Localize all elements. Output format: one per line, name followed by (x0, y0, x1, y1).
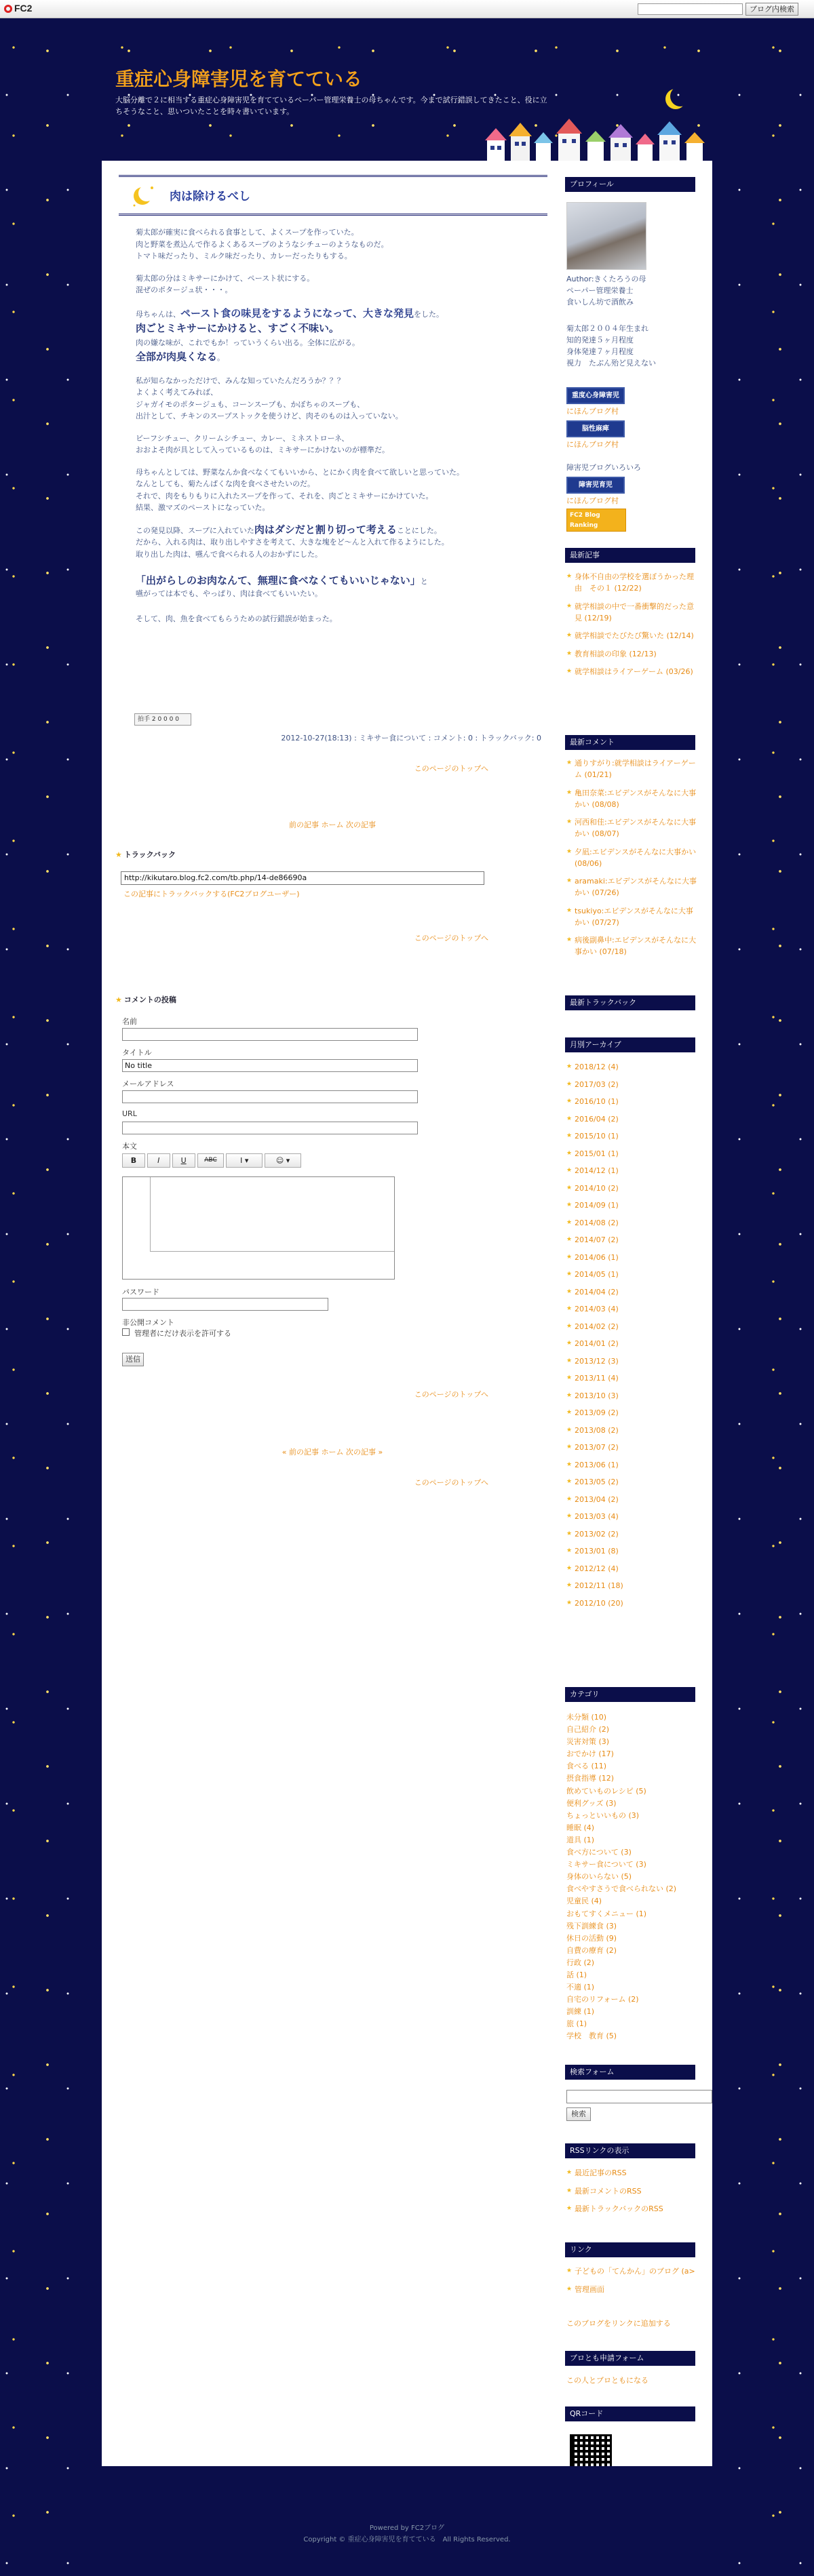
external-link[interactable]: ★ 子どもの「てんかん」のブログ (a> (566, 2265, 699, 2277)
profile-photo (566, 202, 646, 270)
archive-month-item[interactable]: ★ 2014/09 (1) (566, 1200, 699, 1211)
paragraph-5 (136, 433, 536, 456)
archive-month-item[interactable]: ★ 2013/02 (2) (566, 1528, 699, 1540)
category-item[interactable]: 旅 (1) (566, 2019, 587, 2029)
private-checkbox[interactable] (122, 1328, 130, 1336)
archive-month-item[interactable]: ★ 2018/12 (4) (566, 1061, 699, 1073)
comment-heading (115, 994, 176, 1005)
category-item[interactable]: 残下訓練食 (3) (566, 1921, 617, 1930)
emphasis-text: 肉ごとミキサーにかけると、すごく不味い。 (136, 321, 340, 334)
category-heading: カテゴリ (565, 1687, 695, 1702)
emphasis-text: 全部が肉臭くなる (136, 350, 218, 363)
entry-meta[interactable]: 2012-10-27(18:13) : ミキサー食について : コメント: 0 : トラックバック: 0 (281, 734, 541, 742)
latest-post-item[interactable]: ★ 就学相談の中で一番衝撃的だった意見 (12/19) (566, 601, 699, 624)
password-input[interactable] (122, 1298, 328, 1311)
textarea-inner (150, 1177, 394, 1252)
rss-link[interactable]: ★ 最新トラックバックのRSS (566, 2203, 699, 2215)
archive-month-item[interactable]: ★ 2012/12 (4) (566, 1563, 699, 1574)
archive-month-item[interactable]: ★ 2015/10 (1) (566, 1130, 699, 1142)
category-item[interactable]: 道具 (1) (566, 1835, 595, 1844)
archive-month-item[interactable]: ★ 2015/01 (1) (566, 1148, 699, 1160)
crescent-moon-icon (129, 182, 156, 210)
add-link-link[interactable]: このブログをリンクに追加する (566, 2319, 671, 2328)
text-line: 取り出した肉は、嚥んで食べられる人のおかずにした。 (136, 549, 322, 559)
blog-header (102, 18, 712, 161)
paragraph-3 (136, 306, 536, 365)
archive-month-item[interactable]: ★ 2014/02 (2) (566, 1321, 699, 1332)
moon-icon (670, 86, 691, 106)
admin-only-label: 管理者にだけ表示を許可する (134, 1329, 231, 1338)
category-item[interactable]: 訓練 (1) (566, 2007, 595, 2017)
paragraph-4 (136, 375, 536, 422)
archive-month-item[interactable]: ★ 2013/05 (2) (566, 1476, 699, 1488)
category-item[interactable]: 休日の活動 (9) (566, 1933, 617, 1943)
search-form-heading: 検索フォーム (565, 2065, 695, 2080)
text-line: 菊太郎の分はミキサーにかけて、ペースト状にする。 (136, 273, 315, 283)
blog-description: 大脳分離で２に相当する重症心身障害児を育てているペーパー管理栄養士の母ちゃんです。今まで試行錯誤してきたこと、役に立ちそうなこと、思いついたことを時々書いています。 (115, 96, 547, 116)
emoji-dropdown[interactable]: ☺ ▾ (265, 1153, 301, 1168)
fc2-logo[interactable] (4, 3, 32, 14)
latest-post-item[interactable]: ★ 身体不自由の学校を選ぼうかった理由 その１ (12/22) (566, 571, 699, 594)
category-item[interactable]: 睡眠 (4) (566, 1823, 595, 1832)
text-line: 菊太郎が確実に食べられる食事として、よくスープを作っていた。 (136, 228, 359, 237)
text-line: 私が知らなかっただけで、みんな知っていたんだろうか？？？ (136, 376, 345, 385)
text-line: なんとしても、菊たんぱくな肉を食べさせたいのだ。 (136, 479, 315, 488)
password-label: パスワード (122, 1288, 159, 1296)
category-item[interactable]: 食べ方について (3) (566, 1848, 632, 1857)
nihon-blogmura-badge[interactable]: 脳性麻痺 (566, 420, 625, 437)
fc2-logo-text: FC2 (14, 3, 33, 14)
text-line: おおよそ肉が具として入っているものは、ミキサーにかけないのが標準だ。 (136, 445, 389, 454)
archive-month-item[interactable]: ★ 2017/03 (2) (566, 1079, 699, 1090)
latest-post-item[interactable]: ★ 就学相談はライアーゲーム (03/26) (566, 666, 699, 677)
url-label: URL (122, 1109, 137, 1118)
archive-month-item[interactable]: ★ 2013/10 (3) (566, 1390, 699, 1402)
archive-month-item[interactable]: ★ 2013/01 (8) (566, 1545, 699, 1557)
category-item[interactable]: 自費の療育 (2) (566, 1945, 617, 1955)
paragraph-8 (136, 575, 536, 599)
category-item[interactable]: ミキサー食について (3) (566, 1860, 646, 1869)
monthly-archive-list (566, 1061, 699, 1614)
category-item[interactable]: 自宅のリフォーム (2) (566, 1995, 639, 2004)
category-item[interactable]: 未分類 (10) (566, 1713, 607, 1722)
archive-month-item[interactable]: ★ 2014/04 (2) (566, 1286, 699, 1298)
italic-button[interactable]: I (147, 1153, 170, 1168)
text-line: 母ちゃんとしては、野菜なんか食べなくてもいいから、とにかく肉を食べて欲しいと思っていた。 (136, 467, 464, 477)
sidebar-search-input[interactable] (566, 2090, 712, 2103)
text-line: ビーフシチュー、クリームシチュー、カレー、ミネストローネ、 (136, 433, 349, 443)
archive-month-item[interactable]: ★ 2013/07 (2) (566, 1442, 699, 1453)
profile-summary (566, 273, 699, 308)
text-line: よくよく考えてみれば、 (136, 388, 218, 397)
qr-heading: QRコード (565, 2406, 695, 2421)
profile-line: Author:きくたろうの母 (566, 275, 646, 283)
emphasis-text: 肉はダシだと割り切って考える (254, 523, 397, 536)
paragraph-2 (136, 273, 536, 296)
archive-month-item[interactable]: ★ 2014/03 (4) (566, 1303, 699, 1315)
title-input[interactable]: No title (122, 1059, 418, 1072)
links-list (566, 2265, 699, 2301)
trackback-url-field[interactable]: http://kikutaro.blog.fc2.com/tb.php/14-de86690a (121, 871, 484, 885)
text-line: をした。 (413, 309, 444, 319)
category-item[interactable]: 摂食指導 (12) (566, 1774, 615, 1783)
category-item[interactable]: 自己紹介 (2) (566, 1725, 610, 1735)
emphasis-text: 「出がらしのお肉なんて、無理に食べなくてもいいじゃない」 (136, 574, 421, 587)
name-input[interactable] (122, 1028, 418, 1041)
star-icon: ★ (115, 995, 122, 1004)
category-item[interactable]: 不適 (1) (566, 1983, 595, 1992)
copyright: Copyright © 重症心身障害児を育てている All Rights Reserved. (303, 2536, 511, 2543)
page-top-link[interactable]: このページのトップへ (414, 934, 488, 943)
nihon-blogmura-link[interactable]: にほんブログ村 (566, 407, 619, 416)
paragraph-6 (136, 467, 536, 514)
sidebar-search-button[interactable]: 検索 (566, 2107, 591, 2121)
archive-month-item[interactable]: ★ 2013/04 (2) (566, 1494, 699, 1505)
latest-posts-list (566, 571, 699, 684)
text-line: ジャガイモのポタージュも、コーンスープも、かぼちゃのスープも、 (136, 399, 365, 409)
footer (102, 2522, 712, 2545)
email-label: メールアドレス (122, 1079, 174, 1088)
paragraph-9 (136, 613, 536, 625)
star-icon: ★ (115, 850, 122, 859)
entry-pager[interactable]: 前の記事 ホーム 次の記事 (289, 820, 376, 829)
footer-band (102, 2466, 712, 2568)
archive-month-item[interactable]: ★ 2013/09 (2) (566, 1407, 699, 1419)
category-item[interactable]: 話 (1) (566, 1970, 587, 1979)
text-line: 母ちゃんは、 (136, 309, 180, 319)
font-size-dropdown[interactable]: I ▾ (226, 1153, 263, 1168)
category-item[interactable]: 食べる (11) (566, 1762, 607, 1771)
entry-title-box (119, 175, 547, 216)
text-line: 肉と野菜を煮込んで作るよくあるスープのようなシチューのようなものだ。 (136, 239, 389, 249)
text-line: 混ぜのポタージュ状・・・。 (136, 285, 233, 294)
text-line: それで、肉をもりもりに入れたスープを作って、それを、肉ごとミキサーにかけていた。 (136, 491, 433, 500)
url-input[interactable] (122, 1122, 418, 1134)
category-item[interactable]: ちょっといいもの (3) (566, 1810, 640, 1820)
latest-trackbacks-heading: 最新トラックバック (565, 995, 695, 1010)
friend-request-link[interactable]: この人とブロともになる (566, 2376, 648, 2385)
archive-month-item[interactable]: ★ 2013/08 (2) (566, 1425, 699, 1436)
category-list (566, 1711, 702, 2043)
name-label: 名前 (122, 1017, 137, 1026)
bold-button[interactable]: B (122, 1153, 145, 1168)
category-item[interactable]: 学校 教育 (5) (566, 2032, 617, 2041)
title-label: タイトル (122, 1048, 152, 1057)
archive-month-item[interactable]: ★ 2012/10 (20) (566, 1598, 699, 1609)
profile-line: 菊太郎２００４年生まれ (566, 324, 648, 333)
archive-month-item[interactable]: ★ 2016/10 (1) (566, 1096, 699, 1107)
trackback-heading-text: トラックバック (123, 850, 176, 859)
submit-button[interactable]: 送信 (122, 1353, 144, 1366)
blog-search-input[interactable] (638, 3, 743, 15)
text-line: 出汁として、チキンのスープストックを使うけど、肉そのものは入っていない。 (136, 412, 403, 420)
latest-comment-item[interactable]: ★ 夕凪:エビデンスがそんなに大事かい (08/06) (566, 846, 699, 869)
archive-month-item[interactable]: ★ 2014/07 (2) (566, 1234, 699, 1246)
latest-comment-item[interactable]: ★ aramaki:エビデンスがそんなに大事かい (07/26) (566, 875, 699, 898)
category-item[interactable]: 便利グッズ (3) (566, 1798, 617, 1808)
archive-month-item[interactable]: ★ 2014/05 (1) (566, 1269, 699, 1280)
strikethrough-button[interactable]: ABC (197, 1153, 225, 1168)
page-top-link[interactable]: このページのトップへ (414, 1478, 488, 1487)
latest-comment-item[interactable]: ★ 河西和佳:エビデンスがそんなに大事かい (08/07) (566, 816, 699, 839)
category-item[interactable]: 児童民 (4) (566, 1897, 602, 1906)
nihon-blogmura-link[interactable]: にほんブログ村 (566, 496, 619, 505)
category-item[interactable]: 災害対策 (3) (566, 1737, 610, 1747)
fc2-header-bar (0, 0, 814, 18)
fc2-ring-icon (4, 5, 12, 13)
rss-heading: RSSリンクの表示 (565, 2143, 695, 2158)
rss-list (566, 2167, 699, 2221)
category-item[interactable]: おもてすくメニュー (1) (566, 1909, 647, 1918)
category-item[interactable]: 身体のいらない (5) (566, 1872, 632, 1882)
profile-line: 視力 たぶん殆ど見えない (566, 359, 656, 368)
page-top-link[interactable]: このページのトップへ (414, 764, 488, 773)
text-line: トマト味だったり、ミルク味だったり、カレーだったりもする。 (136, 252, 352, 260)
archive-month-item[interactable]: ★ 2016/04 (2) (566, 1113, 699, 1125)
text-line: 肉の嫌な味が、これでもか！っていうくらい出る。全体に広がる。 (136, 338, 360, 347)
nihon-blogmura-link[interactable]: にほんブログ村 (566, 440, 619, 449)
archive-month-item[interactable]: ★ 2014/12 (1) (566, 1165, 699, 1176)
trackback-heading (115, 849, 176, 860)
blog-ranking-text: 障害児ブログいろいろ (566, 463, 641, 472)
profile-line: ペーパー管理栄養士 (566, 286, 634, 295)
archive-month-item[interactable]: ★ 2013/06 (1) (566, 1459, 699, 1471)
paragraph-1 (136, 226, 536, 262)
nihon-blogmura-badge[interactable]: 重度心身障害児 (566, 387, 625, 404)
latest-comments-list (566, 757, 699, 964)
archive-month-item[interactable]: ★ 2013/12 (3) (566, 1355, 699, 1367)
text-line: 。 (217, 353, 225, 362)
emphasis-text: ペースト食の味見をするようになって、大きな発見 (180, 306, 414, 319)
comment-body-textarea[interactable] (122, 1176, 395, 1280)
profile-line: 食いしん坊で酒飲み (566, 298, 634, 306)
rss-link[interactable]: ★ 最新コメントのRSS (566, 2185, 699, 2197)
trackback-link[interactable]: この記事にトラックバックする(FC2ブログユーザー) (123, 890, 300, 898)
archive-month-item[interactable]: ★ 2014/01 (2) (566, 1338, 699, 1349)
archive-month-item[interactable]: ★ 2014/08 (2) (566, 1217, 699, 1229)
category-item[interactable]: 食べやすさうで食べられない (2) (566, 1884, 677, 1894)
latest-comment-item[interactable]: ★ 通りすがり:就学相談はライアーゲーム (01/21) (566, 757, 699, 780)
friend-form-heading: ブロとも申請フォーム (565, 2351, 695, 2366)
page-pager[interactable]: « 前の記事 ホーム 次の記事 » (282, 1448, 383, 1457)
latest-comment-item[interactable]: ★ tsukiyo:エビデンスがそんなに大事かい (07/27) (566, 905, 699, 928)
email-input[interactable] (122, 1090, 418, 1103)
nihon-blogmura-badge[interactable]: 障害児育児 (566, 477, 625, 494)
rss-link[interactable]: ★ 最近記事のRSS (566, 2167, 699, 2179)
latest-comments-heading: 最新コメント (565, 735, 695, 750)
entry-body (136, 226, 536, 635)
latest-comment-item[interactable]: ★ 亀田奈菜:エビデンスがそんなに大事かい (08/08) (566, 787, 699, 810)
latest-posts-heading: 最新記事 (565, 548, 695, 563)
text-line: ことにした。 (396, 526, 442, 535)
fc2-ranking-badge[interactable]: FC2 Blog Ranking (566, 509, 626, 532)
text-line: そして、肉、魚を食べてもらうための試行錯誤が始まった。 (136, 614, 337, 623)
latest-post-item[interactable]: ★ 教育相談の印象 (12/13) (566, 648, 699, 660)
blog-title[interactable]: 重症心身障害児を育てている (115, 68, 363, 90)
monthly-archive-heading: 月別アーカイブ (565, 1037, 695, 1052)
text-line: だから、入れる肉は、取り出しやすさを考えて、大きな塊をど〜んと入れて作るようにした。 (136, 538, 449, 547)
category-item[interactable]: 飲めていものレシピ (5) (566, 1786, 646, 1796)
blog-search-button[interactable]: ブログ内検索 (745, 3, 798, 16)
underline-button[interactable]: U (172, 1153, 195, 1168)
category-item[interactable]: おでかけ (17) (566, 1749, 614, 1759)
text-line: と (420, 577, 428, 586)
archive-month-item[interactable]: ★ 2014/06 (1) (566, 1252, 699, 1263)
profile-heading: プロフィール (565, 177, 695, 192)
page-top-link[interactable]: このページのトップへ (414, 1390, 488, 1399)
category-item[interactable]: 行政 (2) (566, 1958, 595, 1967)
text-line: 結果、激マズのペーストになっていた。 (136, 503, 270, 512)
comment-heading-text: コメントの投稿 (123, 995, 176, 1004)
profile-line: 知的発達５ヶ月程度 (566, 336, 634, 344)
links-heading: リンク (565, 2242, 695, 2257)
private-comment-label: 非公開コメント (122, 1318, 174, 1327)
body-label: 本文 (122, 1142, 137, 1151)
text-line: この発見以降、スープに入れていた (136, 526, 254, 535)
archive-month-item[interactable]: ★ 2013/03 (4) (566, 1511, 699, 1522)
archive-month-item[interactable]: ★ 2012/11 (18) (566, 1580, 699, 1591)
powered-by[interactable]: Powered by FC2ブログ (369, 2524, 445, 2532)
paragraph-7 (136, 524, 536, 561)
latest-comment-item[interactable]: ★ 病後副鼻中:エビデンスがそんなに大事かい (07/18) (566, 934, 699, 957)
profile-line: 身体発達７ヶ月程度 (566, 347, 634, 356)
text-line: 嚥がっては本でも、やっぱり、肉は食べてもいいたい。 (136, 589, 322, 598)
entry-title[interactable]: 肉は除けるべし (170, 190, 250, 203)
admin-link[interactable]: ★ 管理画面 (566, 2284, 699, 2295)
clap-button[interactable]: 拍手 2 0 0 0 0 (134, 713, 191, 726)
editor-toolbar (122, 1153, 301, 1168)
profile-detail (566, 323, 699, 369)
archive-month-item[interactable]: ★ 2014/10 (2) (566, 1183, 699, 1194)
latest-post-item[interactable]: ★ 就学相談でたびたび驚いた (12/14) (566, 630, 699, 641)
archive-month-item[interactable]: ★ 2013/11 (4) (566, 1372, 699, 1384)
